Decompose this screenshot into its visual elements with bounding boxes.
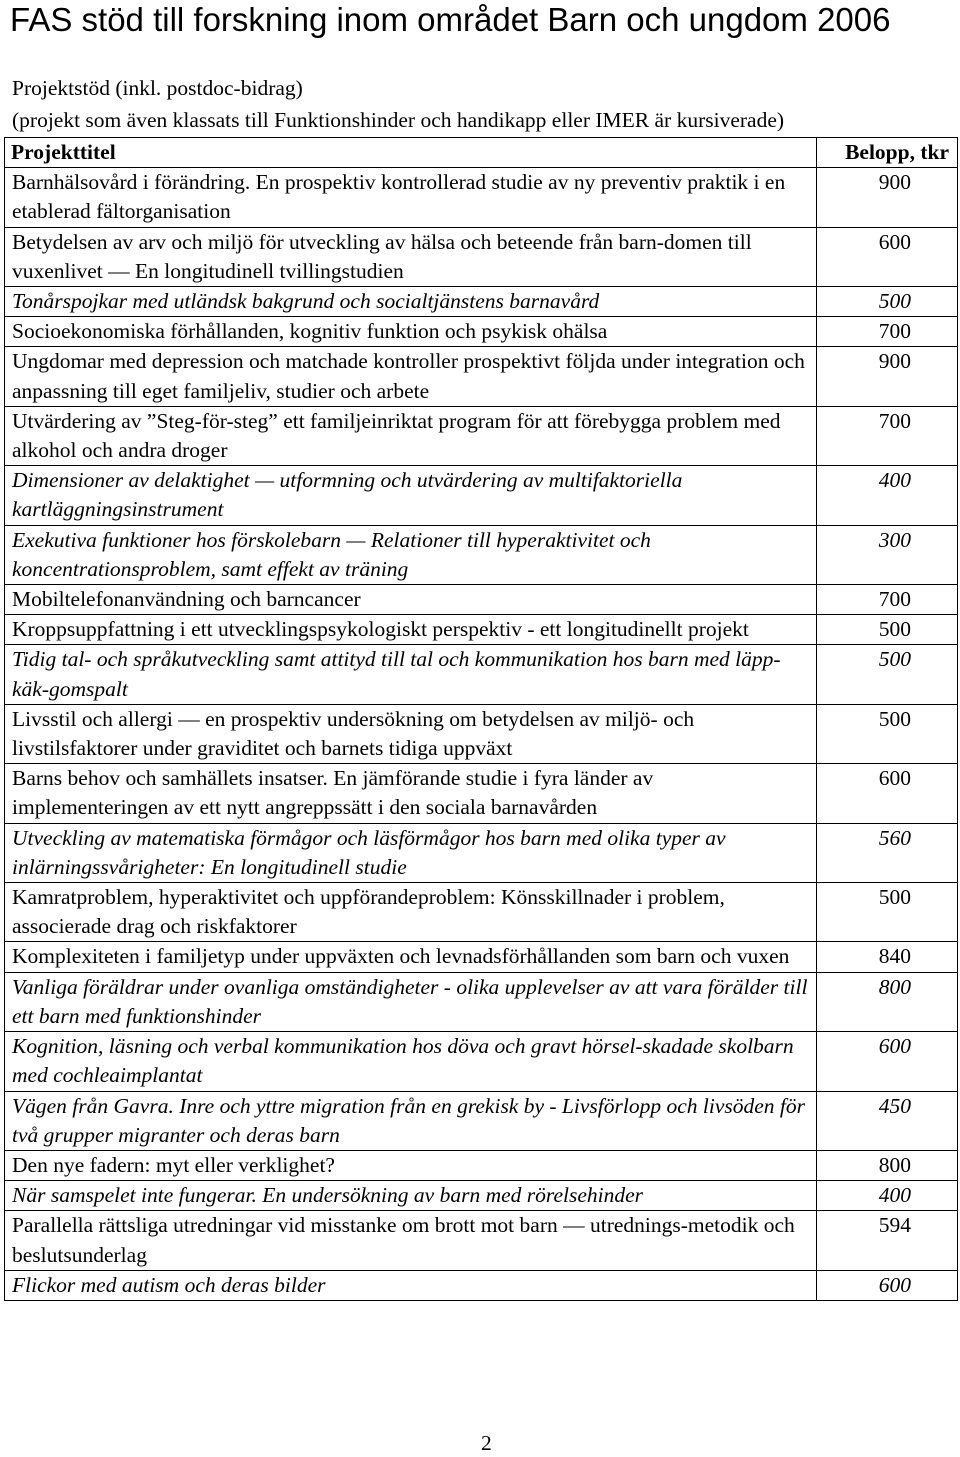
amount-cell: 500 [817,645,958,704]
table-row [5,347,958,406]
amount-cell: 594 [817,1211,958,1270]
amount-cell: 500 [817,704,958,763]
table-row [5,466,958,525]
project-title-cell: Parallella rättsliga utredningar vid misstanke om brott mot barn — utrednings-metodik och beslutsunderlag [5,1211,817,1270]
amount-cell: 400 [817,1181,958,1211]
amount-cell: 600 [817,227,958,286]
project-title-cell: Kamratproblem, hyperaktivitet och uppförandeproblem: Könsskillnader i problem, associerade drag och riskfaktorer [5,883,817,942]
amount-cell: 840 [817,942,958,972]
amount-cell: 500 [817,287,958,317]
amount-cell: 800 [817,972,958,1031]
table-row [5,525,958,584]
amount-cell: 500 [817,615,958,645]
project-title-cell: Vägen från Gavra. Inre och yttre migration från en grekisk by - Livsförlopp och livsöden för två grupper migranter och deras barn [5,1091,817,1150]
amount-cell: 600 [817,1032,958,1091]
table-row [5,317,958,347]
document-title: FAS stöd till forskning inom området Barn och ungdom 2006 [10,1,891,38]
project-title-cell: Tonårspojkar med utländsk bakgrund och socialtjänstens barnavård [5,287,817,317]
grants-table [4,137,958,1301]
table-row [5,1150,958,1180]
project-title-cell: Den nye fadern: myt eller verklighet? [5,1150,817,1180]
project-title-cell: Mobiltelefonanvändning och barncancer [5,585,817,615]
project-title-cell: Utvärdering av ”Steg-för-steg” ett familjeinriktat program för att förebygga problem med alkohol och andra droger [5,406,817,465]
amount-cell: 500 [817,883,958,942]
project-title-cell: Socioekonomiska förhållanden, kognitiv funktion och psykisk ohälsa [5,317,817,347]
table-body [5,168,958,1301]
table-row [5,168,958,227]
table-row [5,823,958,882]
project-title-cell: Tidig tal- och språkutveckling samt attityd till tal och kommunikation hos barn med läpp-käk-gomspalt [5,645,817,704]
project-title-cell: Ungdomar med depression och matchade kontroller prospektivt följda under integration och anpassning till eget familjeliv, studier och arbete [5,347,817,406]
table-row [5,645,958,704]
table-row [5,972,958,1031]
table-header-row [5,138,958,168]
amount-cell: 400 [817,466,958,525]
table-row [5,942,958,972]
project-title-cell: Betydelsen av arv och miljö för utveckling av hälsa och beteende från barn-domen till vuxenlivet — En longitudinell tvillingstudien [5,227,817,286]
project-title-cell: Barnhälsovård i förändring. En prospektiv kontrollerad studie av ny preventiv praktik i en etablerad fältorganisation [5,168,817,227]
table-row [5,227,958,286]
table-row [5,406,958,465]
project-title-cell: Vanliga föräldrar under ovanliga omständigheter - olika upplevelser av att vara förälder till ett barn med funktionshinder [5,972,817,1031]
table-row [5,1032,958,1091]
column-header-amount: Belopp, tkr [817,138,958,168]
table-row [5,287,958,317]
project-title-cell: Dimensioner av delaktighet — utformning och utvärdering av multifaktoriella kartläggningsinstrument [5,466,817,525]
table-row [5,615,958,645]
project-title-cell: Barns behov och samhällets insatser. En jämförande studie i fyra länder av implementeringen av ett nytt angreppssätt i den sociala barnavården [5,764,817,823]
table-row [5,764,958,823]
project-title-cell: Kroppsuppfattning i ett utvecklingspsykologiskt perspektiv - ett longitudinellt projekt [5,615,817,645]
project-title-cell: Kognition, läsning och verbal kommunikation hos döva och gravt hörsel-skadade skolbarn med cochleaimplantat [5,1032,817,1091]
table-row [5,1211,958,1270]
table-row [5,1181,958,1211]
amount-cell: 600 [817,764,958,823]
table-row [5,704,958,763]
amount-cell: 800 [817,1150,958,1180]
amount-cell: 700 [817,585,958,615]
project-title-cell: Utveckling av matematiska förmågor och läsförmågor hos barn med olika typer av inlärningssvårigheter: En longitudinell studie [5,823,817,882]
amount-cell: 700 [817,317,958,347]
project-title-cell: Exekutiva funktioner hos förskolebarn — Relationer till hyperaktivitet och koncentrationsproblem, samt effekt av träning [5,525,817,584]
amount-cell: 700 [817,406,958,465]
section-heading: Projektstöd (inkl. postdoc-bidrag) [12,76,303,100]
amount-cell: 560 [817,823,958,882]
section-note: (projekt som även klassats till Funktionshinder och handikapp eller IMER är kursiverade) [12,108,785,132]
table-row [5,1091,958,1150]
project-title-cell: När samspelet inte fungerar. En undersökning av barn med rörelsehinder [5,1181,817,1211]
amount-cell: 300 [817,525,958,584]
project-title-cell: Livsstil och allergi — en prospektiv undersökning om betydelsen av miljö- och livstilsfaktorer under graviditet och barnets tidiga uppväxt [5,704,817,763]
amount-cell: 900 [817,347,958,406]
column-header-title: Projekttitel [5,138,817,168]
project-title-cell: Flickor med autism och deras bilder [5,1270,817,1300]
page-number: 2 [481,1431,492,1455]
table-row [5,1270,958,1300]
amount-cell: 900 [817,168,958,227]
table-row [5,585,958,615]
table-row [5,883,958,942]
project-title-cell: Komplexiteten i familjetyp under uppväxten och levnadsförhållanden som barn och vuxen [5,942,817,972]
amount-cell: 450 [817,1091,958,1150]
amount-cell: 600 [817,1270,958,1300]
